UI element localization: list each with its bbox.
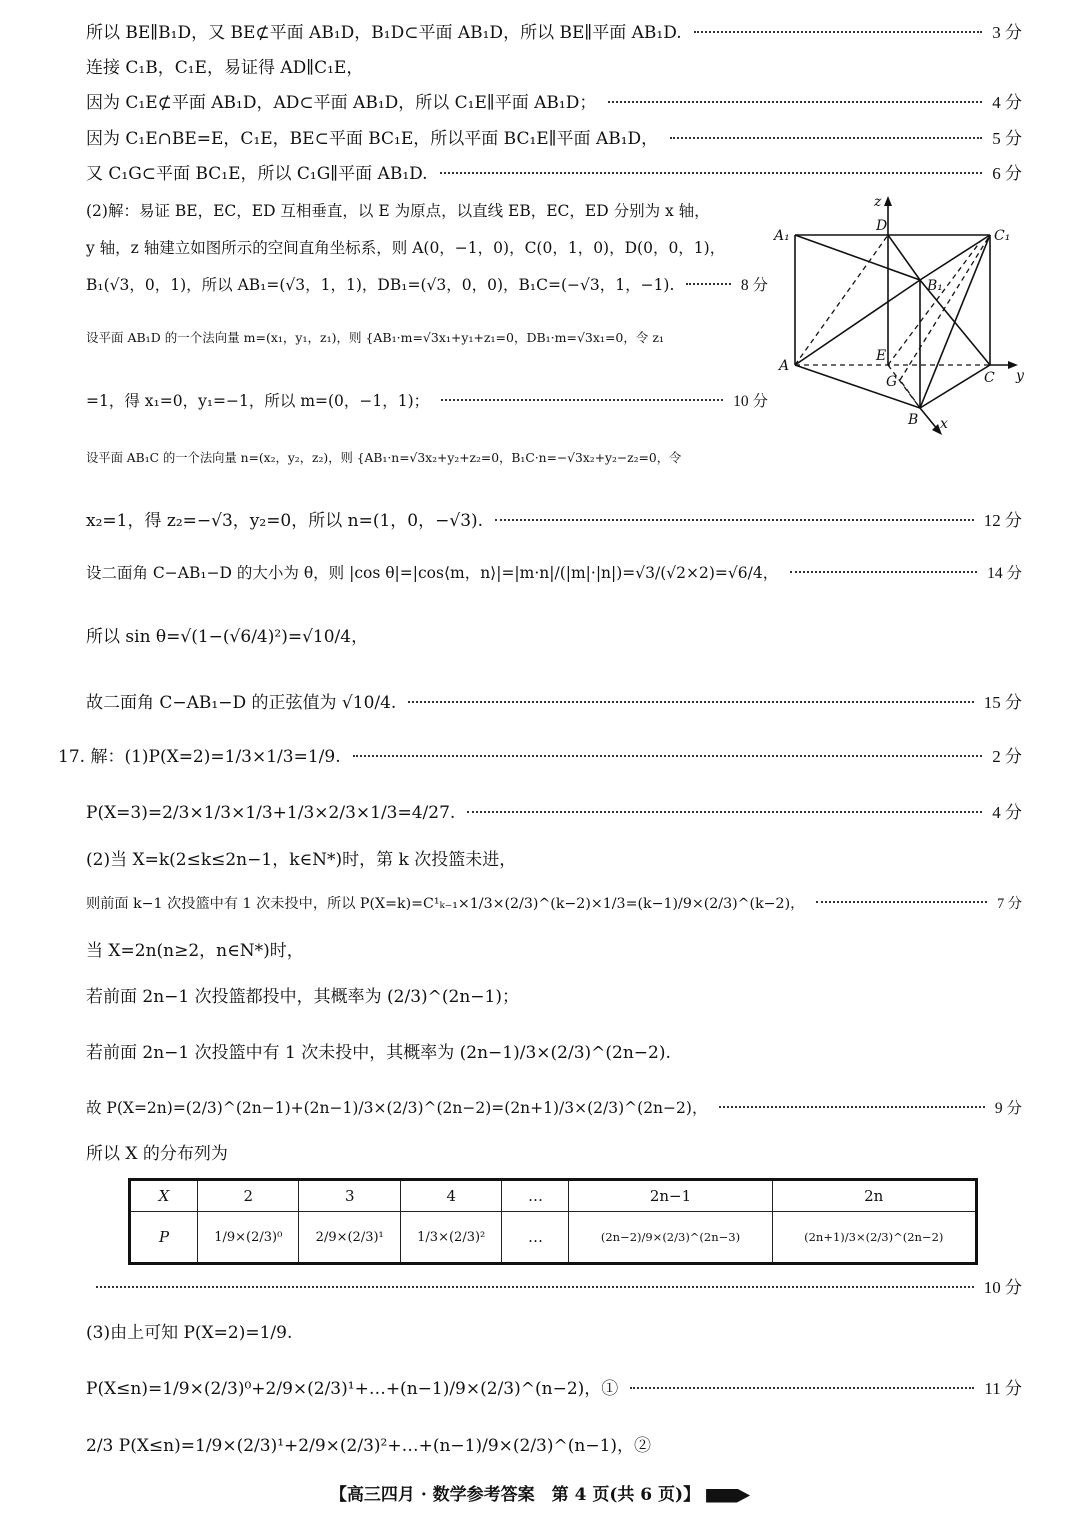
label-E: E	[876, 348, 887, 364]
score-label: 5 分	[992, 129, 1022, 148]
line-text: P(X≤n)=1/9×(2/3)⁰+2/9×(2/3)¹+…+(n−1)/9×(2/3)^(n−2)，①	[86, 1379, 619, 1399]
line-text: 连接 C₁B，C₁E，易证得 AD∥C₁E，	[86, 58, 364, 78]
line-text: 当 X=2n(n≥2，n∈N*)时，	[86, 941, 304, 961]
solution-line	[96, 1275, 1022, 1301]
score-label: 4 分	[992, 93, 1022, 112]
solution-line	[86, 800, 1022, 826]
line-text: B₁(√3，0，1)，所以 AB₁=(√3，1，1)，DB₁=(√3，0，0)，B₁C=(−√3，1，−1).	[86, 276, 675, 294]
table-cell: X	[130, 1180, 198, 1212]
score-label: 6 分	[992, 164, 1022, 183]
score-label: 15 分	[983, 693, 1022, 712]
table-cell: (2n+1)/3×(2/3)^(2n−2)	[772, 1212, 977, 1264]
arrow-icon	[706, 1489, 750, 1503]
line-text: =1，得 x₁=0，y₁=−1，所以 m=(0，−1，1)；	[86, 392, 430, 410]
solution-line	[86, 388, 768, 415]
solution-line	[86, 325, 780, 351]
page-footer	[0, 1480, 1080, 1505]
table-cell: 1/3×(2/3)²	[400, 1212, 501, 1264]
line-text: (2)当 X=k(2≤k≤2n−1，k∈N*)时，第 k 次投篮未进，	[86, 850, 517, 870]
line-text: 因为 C₁E⊄平面 AB₁D，AD⊂平面 AB₁D，所以 C₁E∥平面 AB₁D；	[86, 93, 597, 113]
label-x: x	[940, 416, 948, 432]
line-text: 则前面 k−1 次投篮中有 1 次未投中，所以 P(X=k)=C¹ₖ₋₁×1/3×(2/3)^(k−2)×1/3=(k−1)/9×(2/3)^(k−2)，	[86, 896, 805, 912]
line-text: y 轴，z 轴建立如图所示的空间直角坐标系，则 A(0，−1，0)，C(0，1，0)，D(0，0，1)，	[86, 239, 726, 257]
table-cell: 4	[400, 1180, 501, 1212]
line-text: 设平面 AB₁D 的一个法向量 m=(x₁，y₁，z₁)，则 {AB₁·m=√3x₁+y₁+z₁=0，DB₁·m=√3x₁=0，令 z₁	[86, 330, 664, 345]
score-label: 9 分	[994, 1100, 1022, 1117]
line-text: x₂=1，得 z₂=−√3，y₂=0，所以 n=(1，0，−√3).	[86, 511, 484, 531]
score-label: 14 分	[987, 565, 1022, 582]
label-z: z	[874, 194, 882, 210]
score-label: 8 分	[740, 277, 768, 294]
score-label: 11 分	[984, 1379, 1022, 1398]
line-text: 2/3 P(X≤n)=1/9×(2/3)¹+2/9×(2/3)²+…+(n−1)/9×(2/3)^(n−1)，②	[86, 1436, 652, 1456]
distribution-table	[128, 1178, 978, 1265]
score-label: 10 分	[983, 1278, 1022, 1297]
solution-line	[86, 90, 1022, 116]
line-text: 设二面角 C−AB₁−D 的大小为 θ，则 |cos θ|=|cos⟨m，n⟩|=|m·n|/(|m|·|n|)=√3/(√2×2)=√6/4，	[86, 564, 779, 582]
table-cell: 2n−1	[569, 1180, 772, 1212]
table-cell: 1/9×(2/3)⁰	[198, 1212, 299, 1264]
score-label: 3 分	[992, 23, 1022, 42]
solution-line	[86, 126, 1022, 152]
solution-line	[86, 1320, 1022, 1346]
label-C: C	[984, 370, 995, 386]
score-label: 10 分	[733, 393, 768, 410]
solution-line	[86, 560, 1022, 587]
line-text: (2)解：易证 BE，EC，ED 互相垂直，以 E 为原点，以直线 EB，EC，ED 分别为 x 轴，	[86, 202, 710, 220]
line-text: 设平面 AB₁C 的一个法向量 n=(x₂，y₂，z₂)，则 {AB₁·n=√3x₂+y₂+z₂=0，B₁C·n=−√3x₂+y₂−z₂=0，令	[86, 451, 682, 465]
table-cell: …	[502, 1212, 569, 1264]
line-text: 所以 X 的分布列为	[86, 1144, 228, 1164]
line-text: (3)由上可知 P(X=2)=1/9.	[86, 1323, 293, 1343]
line-text: P(X=3)=2/3×1/3×1/3+1/3×2/3×1/3=4/27.	[86, 803, 456, 823]
label-G: G	[886, 374, 898, 390]
score-label: 4 分	[992, 803, 1022, 822]
label-D: D	[876, 218, 888, 234]
solution-line	[86, 1376, 1022, 1402]
table-cell: P	[130, 1212, 198, 1264]
table-cell: 2/9×(2/3)¹	[299, 1212, 400, 1264]
solution-line	[86, 1040, 1022, 1066]
solution-line	[86, 55, 1022, 81]
table-cell: 2n	[772, 1180, 977, 1212]
solution-line	[86, 272, 768, 299]
solution-line	[86, 624, 1022, 650]
label-B1: B₁	[927, 278, 943, 294]
label-y: y	[1016, 368, 1024, 384]
label-A: A	[779, 358, 790, 374]
solution-line	[86, 1141, 1022, 1167]
footer-text: 【高三四月 · 数学参考答案 第 4 页(共 6 页)】	[329, 1485, 701, 1505]
solution-line	[86, 508, 1022, 534]
label-A1: A₁	[774, 228, 790, 244]
solution-line	[86, 445, 780, 471]
table-header-row	[130, 1180, 977, 1212]
line-text: 所以 sin θ=√(1−(√6/4)²)=√10/4，	[86, 627, 369, 647]
label-C1: C₁	[994, 228, 1011, 244]
line-text: 又 C₁G⊂平面 BC₁E，所以 C₁G∥平面 AB₁D.	[86, 164, 428, 184]
line-text: 因为 C₁E∩BE=E，C₁E，BE⊂平面 BC₁E，所以平面 BC₁E∥平面 AB₁D，	[86, 129, 659, 149]
solution-line	[58, 744, 1022, 770]
score-label: 2 分	[992, 747, 1022, 766]
table-cell: (2n−2)/9×(2/3)^(2n−3)	[569, 1212, 772, 1264]
solution-line	[86, 1095, 1022, 1122]
label-B: B	[908, 412, 919, 428]
line-text: 故 P(X=2n)=(2/3)^(2n−1)+(2n−1)/3×(2/3)^(2n−2)=(2n+1)/3×(2/3)^(2n−2)，	[86, 1099, 708, 1117]
table-cell: …	[502, 1180, 569, 1212]
solution-line	[86, 847, 1022, 873]
table-cell: 2	[198, 1180, 299, 1212]
solution-line	[86, 690, 1022, 716]
table-cell: 3	[299, 1180, 400, 1212]
solution-line	[86, 20, 1022, 46]
solution-line	[86, 938, 1022, 964]
score-label: 12 分	[983, 511, 1022, 530]
line-text: 若前面 2n−1 次投篮都投中，其概率为 (2/3)^(2n−1)；	[86, 987, 519, 1007]
line-text: 17. 解：(1)P(X=2)=1/3×1/3=1/9.	[58, 747, 341, 767]
table-row	[130, 1212, 977, 1264]
score-label: 7 分	[997, 896, 1022, 912]
prism-figure	[770, 190, 1040, 440]
solution-line	[86, 984, 1022, 1010]
line-text: 所以 BE∥B₁D，又 BE⊄平面 AB₁D，B₁D⊂平面 AB₁D，所以 BE∥平面 AB₁D.	[86, 23, 682, 43]
line-text: 故二面角 C−AB₁−D 的正弦值为 √10/4.	[86, 693, 397, 713]
line-text: 若前面 2n−1 次投篮中有 1 次未投中，其概率为 (2n−1)/3×(2/3)^(2n−2).	[86, 1043, 671, 1063]
solution-line	[86, 891, 1022, 917]
solution-line	[86, 1433, 1022, 1459]
solution-line	[86, 161, 1022, 187]
